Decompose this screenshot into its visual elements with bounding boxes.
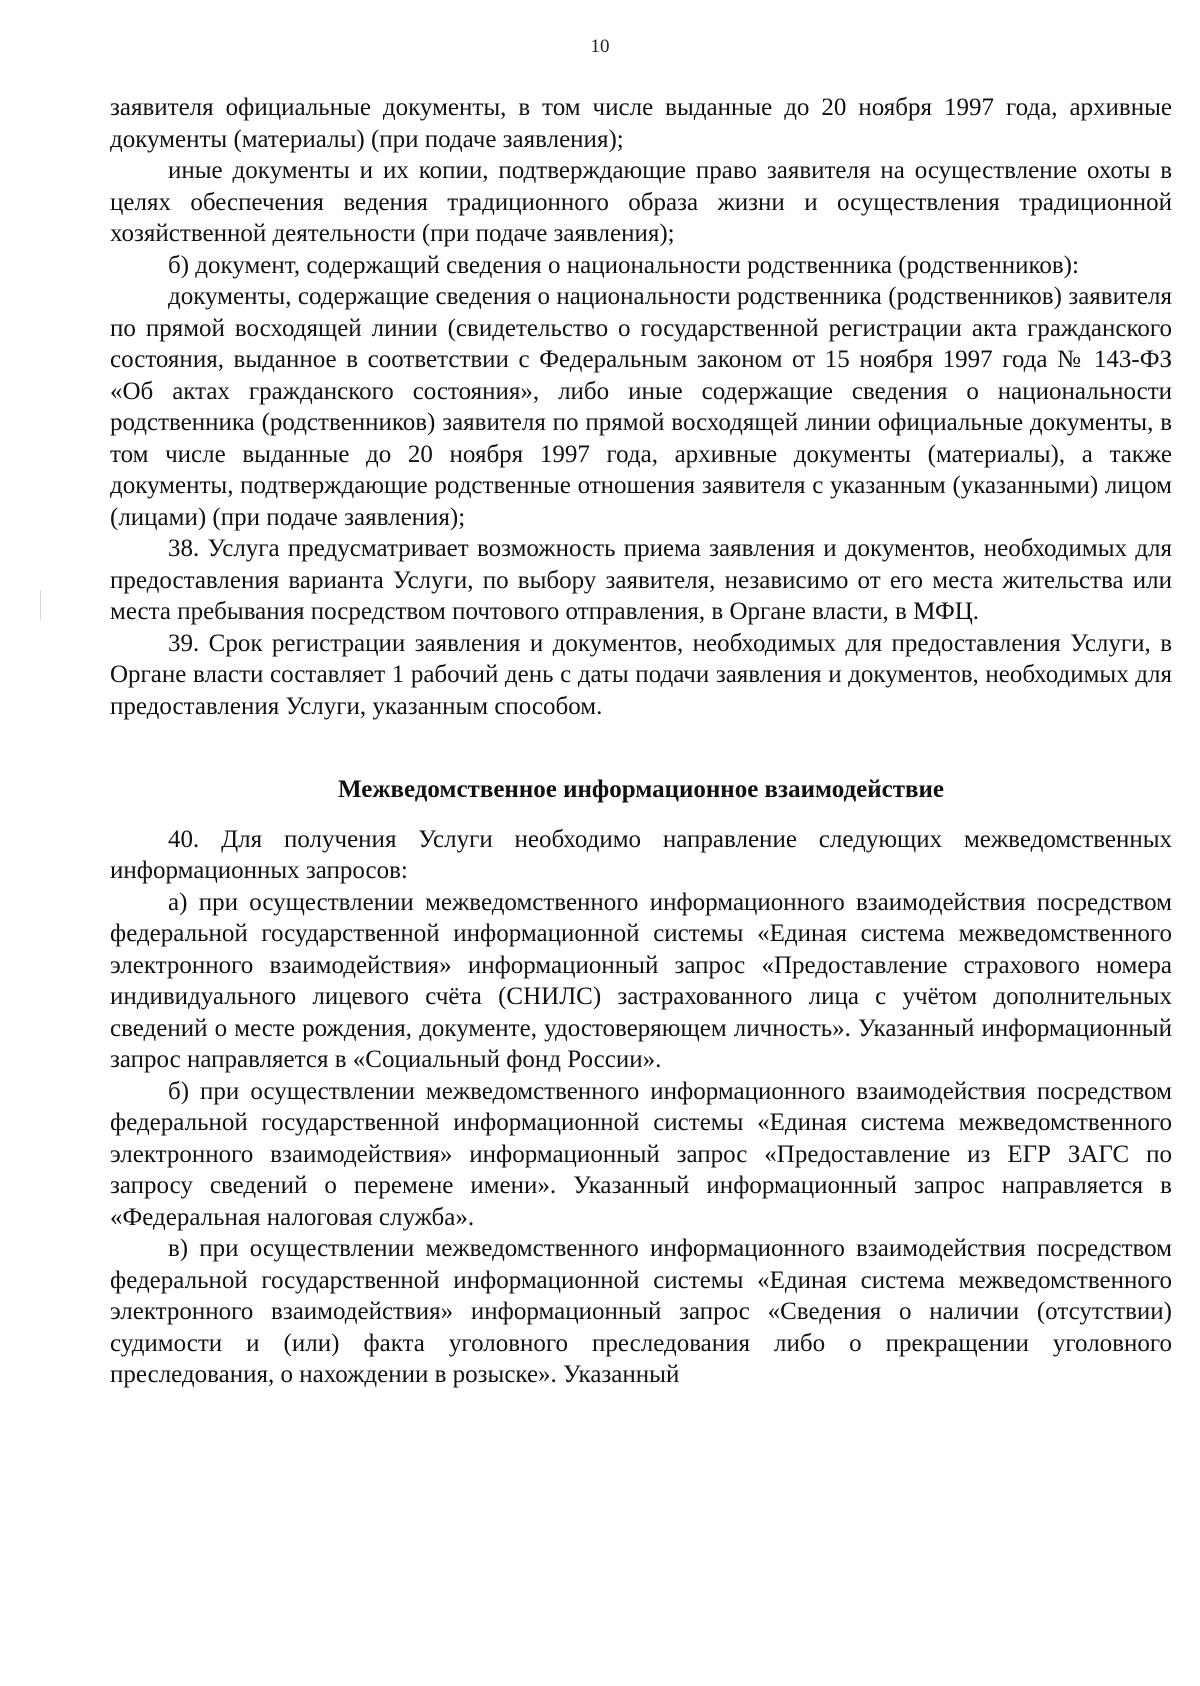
scan-margin-mark (40, 590, 41, 620)
paragraph-item-38: 38. Услуга предусматривает возможность приема заявления и документов, необходимых для предоставления варианта Услуги, по выбору заявителя, независимо от его места жительства или места пребывания посредством почтового отправления, в Органе власти, в МФЦ. (110, 535, 1172, 625)
paragraph-item-40-b: б) при осуществлении межведомственного информационного взаимодействия посредством федеральной государственной информационной системы «Единая система межведомственного электронного взаимодействия» информационный запрос «Предоставление из ЕГР ЗАГС по запросу сведений о перемене имени». Указанный информационный запрос направляется в «Федеральная налоговая служба». (110, 1077, 1172, 1231)
paragraph-item-b-nationality: б) документ, содержащий сведения о национальности родственника (родственников): (168, 251, 1079, 279)
paragraph-continuation: заявителя официальные документы, в том числе выданные до 20 ноября 1997 года, архивные документы (материалы) (при подаче заявления); (110, 94, 1172, 153)
document-body (110, 92, 1172, 1391)
paragraph-item-40-a: а) при осуществлении межведомственного информационного взаимодействия посредством федеральной государственной информационной системы «Единая система межведомственного электронного взаимодействия» информационный запрос «Предоставление страхового номера индивидуального лицевого счёта (СНИЛС) застрахованного лица с учётом дополнительных сведений о месте рождения, документе, удостоверяющем личность». Указанный информационный запрос направляется в «Социальный фонд России». (110, 888, 1172, 1073)
paragraph-other-documents: иные документы и их копии, подтверждающие право заявителя на осуществление охоты в целях обеспечения ведения традиционного образа жизни и осуществления традиционной хозяйственной деятельности (при подаче заявления); (110, 157, 1172, 247)
paragraph-item-39: 39. Срок регистрации заявления и документов, необходимых для предоставления Услуги, в Органе власти составляет 1 рабочий день с даты подачи заявления и документов, необходимых для предоставления Услуги, указанным способом. (110, 629, 1172, 720)
paragraph-nationality-documents: документы, содержащие сведения о национальности родственника (родственников) заявителя по прямой восходящей линии (свидетельство о государственной регистрации акта гражданского состояния, выданное в соответствии с Федеральным законом от 15 ноября 1997 года № 143-ФЗ «Об актах гражданского состояния», либо иные содержащие сведения о национальности родственника (родственников) заявителя по прямой восходящей линии официальные документы, в том числе выданные до 20 ноября 1997 года, архивные документы (материалы), а также документы, подтверждающие родственные отношения заявителя с указанным (указанными) лицом (лицами) (при подаче заявления); (110, 283, 1172, 531)
paragraph-item-40-v: в) при осуществлении межведомственного информационного взаимодействия посредством федеральной государственной информационной системы «Единая система межведомственного электронного взаимодействия» информационный запрос «Сведения о наличии (отсутствии) судимости и (или) факта уголовного преследования либо о прекращении уголовного преследования, о нахождении в розыске». Указанный (110, 1235, 1172, 1388)
paragraph-item-40: 40. Для получения Услуги необходимо направление следующих межведомственных информационных запросов: (110, 825, 1172, 884)
page-number: 10 (590, 36, 610, 57)
section-heading: Межведомственное информационное взаимодействие (338, 776, 944, 803)
